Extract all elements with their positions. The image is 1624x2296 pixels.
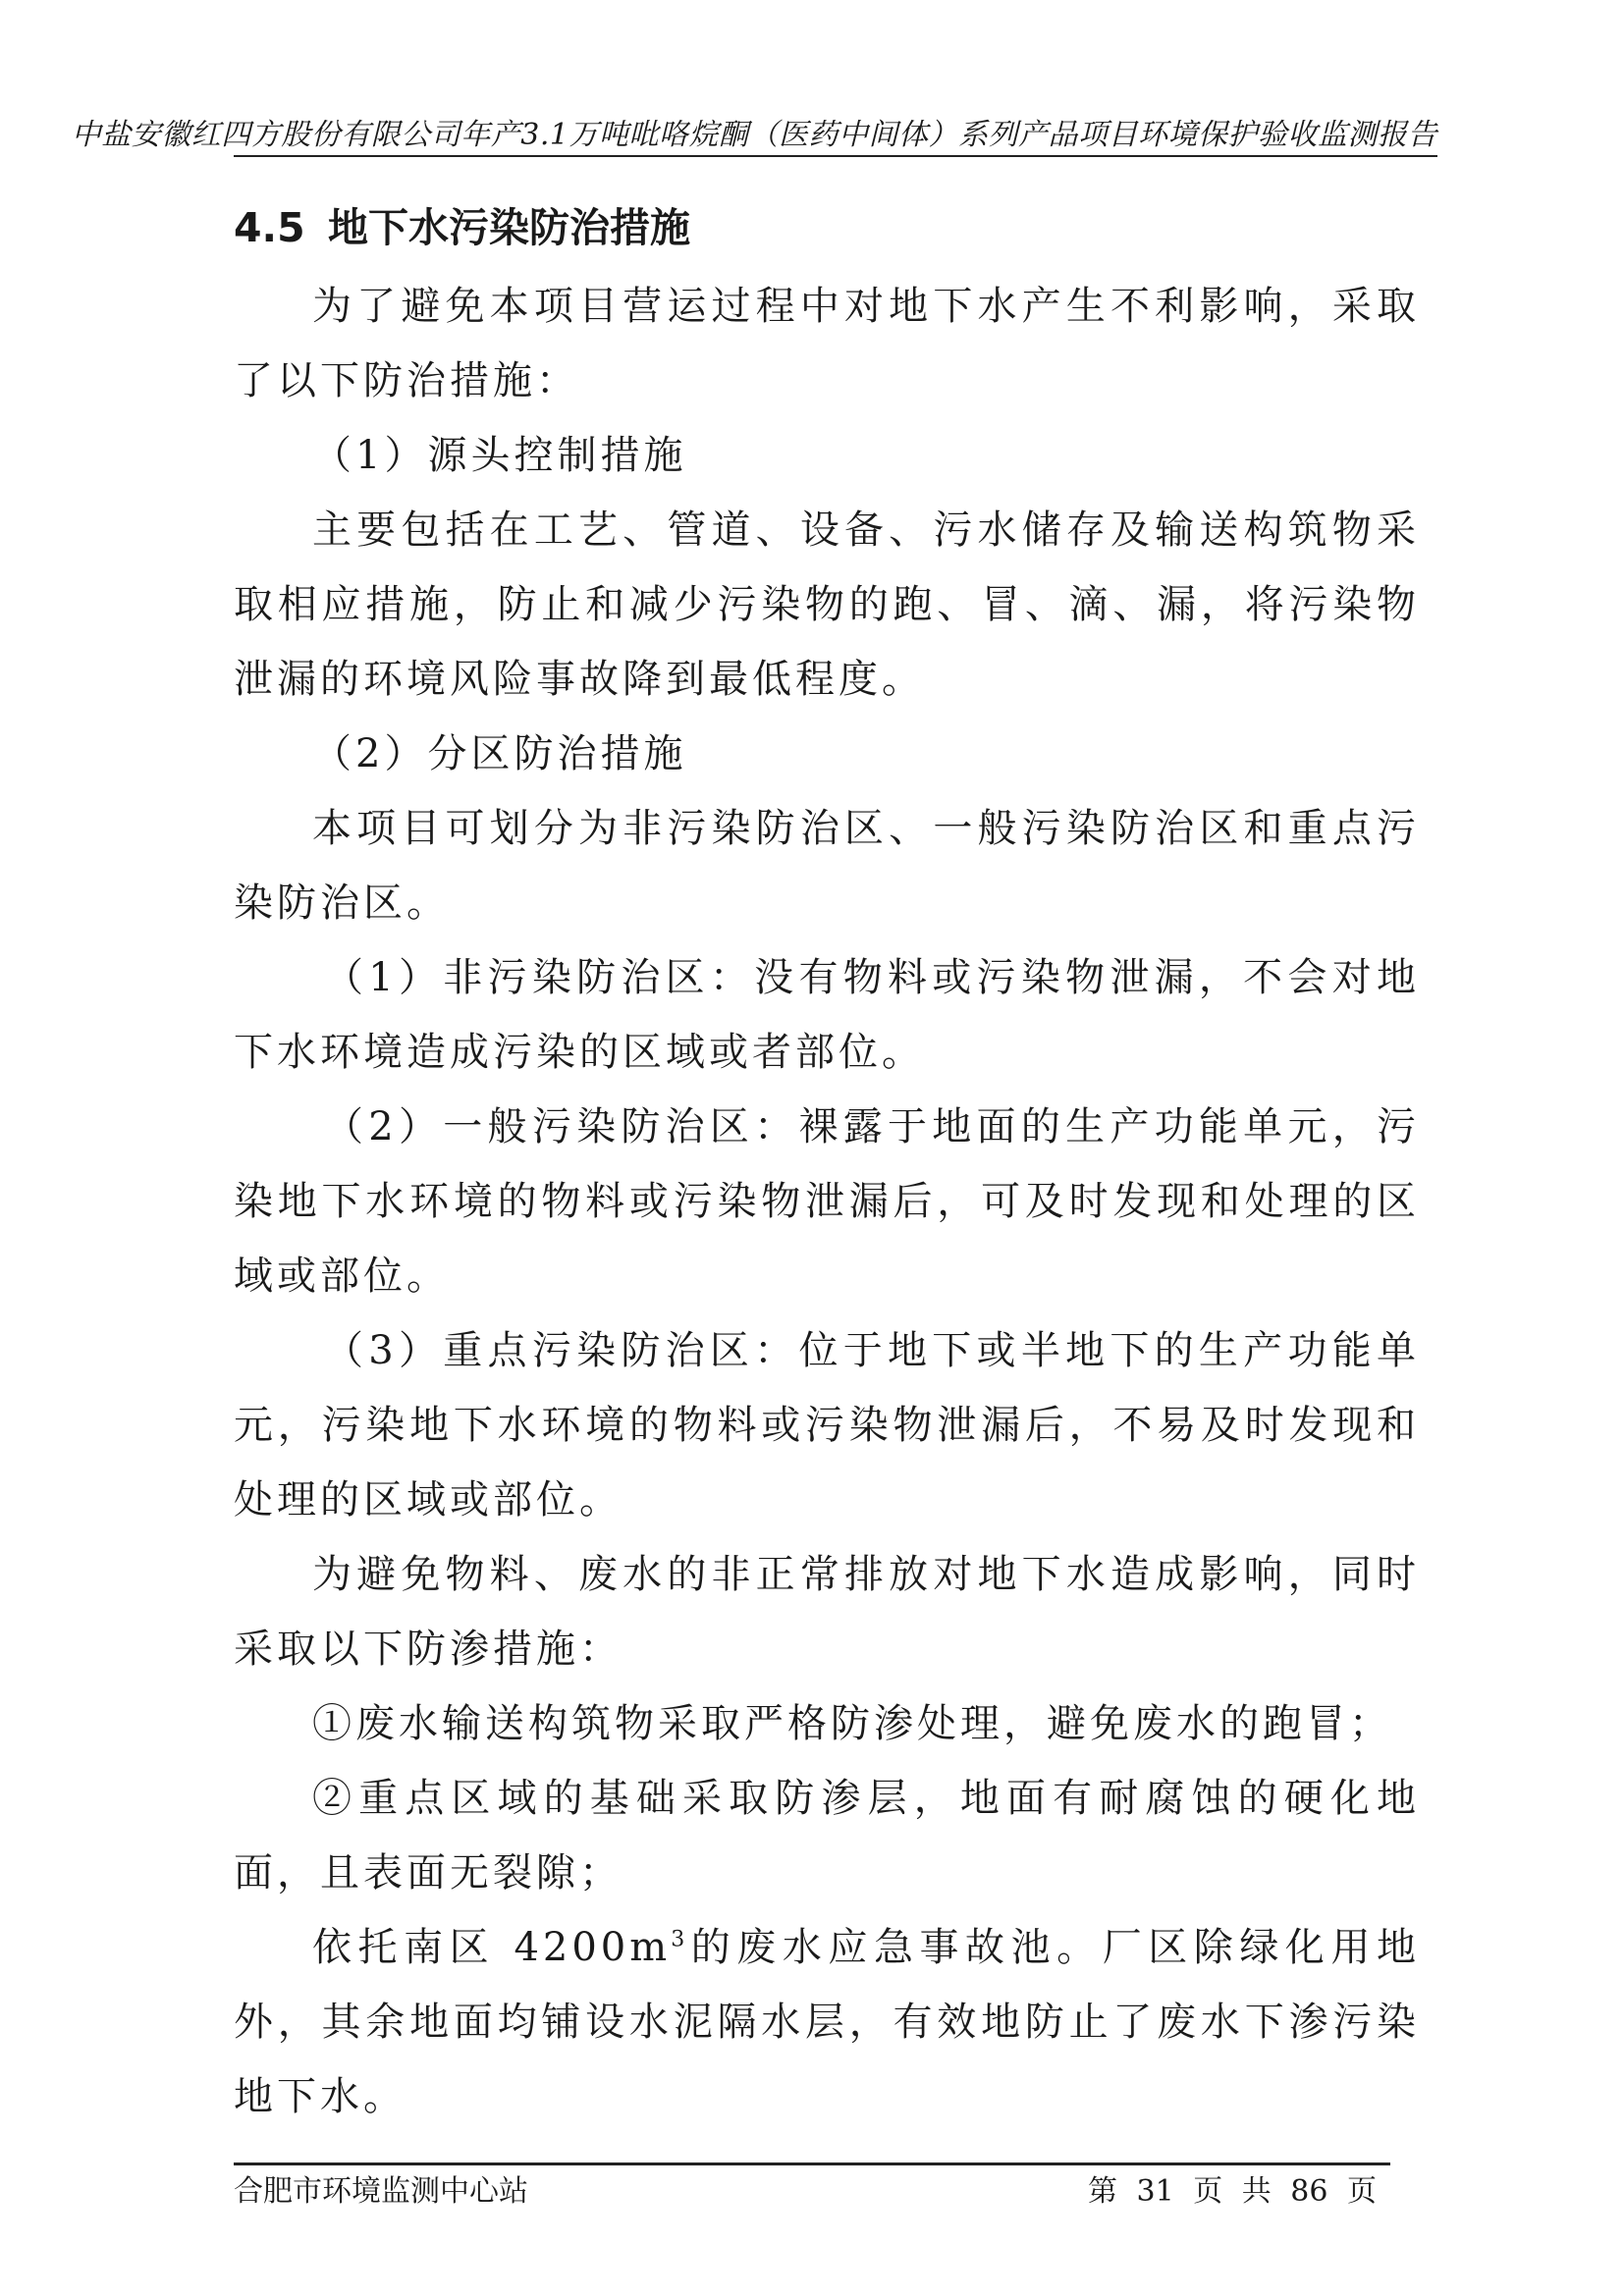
paragraph-zone-general: （2）一般污染防治区：裸露于地面的生产功能单元，污染地下水环境的物料或污染物泄漏后，可及时发现和处理的区域或部位。: [234, 1104, 1420, 1299]
subheading-source-control: （1）源头控制措施: [312, 433, 687, 478]
footer-page-number: 第 31 页 共 86 页: [1087, 2174, 1377, 2209]
emergency-pool-text-start: 依托南区 4200m: [312, 1925, 672, 1970]
paragraph-source-control: 主要包括在工艺、管道、设备、污水储存及输送构筑物采取相应措施，防止和减少污染物的跑、冒、滴、漏，将污染物泄漏的环境风险事故降到最低程度。: [234, 507, 1420, 702]
paragraph-zoning: 本项目可划分为非污染防治区、一般污染防治区和重点污染防治区。: [234, 806, 1420, 926]
paragraph-measure-2: ②重点区域的基础采取防渗层，地面有耐腐蚀的硬化地面，且表面无裂隙；: [234, 1776, 1420, 1896]
paragraph-intro: 为了避免本项目营运过程中对地下水产生不利影响，采取了以下防治措施：: [234, 284, 1420, 403]
report-header-title: 中盐安徽红四方股份有限公司年产3.1万吨吡咯烷酮（医药中间体）系列产品项目环境保护验收监测报告: [71, 118, 1437, 152]
header-divider: [234, 155, 1437, 157]
paragraph-seepage-intro: 为避免物料、废水的非正常排放对地下水造成影响，同时采取以下防渗措施：: [234, 1552, 1420, 1672]
section-heading: [234, 196, 1420, 259]
cubic-superscript: 3: [671, 1927, 689, 1952]
subheading-zoning: （2）分区防治措施: [312, 731, 687, 776]
emergency-pool-text-end: 的废水应急事故池。厂区除绿化用地外，其余地面均铺设水泥隔水层，有效地防止了废水下渗污染地下水。: [234, 1925, 1421, 2119]
section-title: 地下水污染防治措施: [328, 204, 690, 251]
paragraph-zone-non-pollution: （1）非污染防治区：没有物料或污染物泄漏，不会对地下水环境造成污染的区域或者部位。: [234, 955, 1420, 1075]
paragraph-measure-1: ①废水输送构筑物采取严格防渗处理，避免废水的跑冒；: [312, 1701, 1392, 1746]
paragraph-emergency-pool: [234, 1910, 1420, 2134]
footer-divider: [234, 2163, 1390, 2165]
footer-organization: 合肥市环境监测中心站: [234, 2174, 528, 2209]
section-number: 4.5: [234, 204, 305, 251]
page-content: [234, 196, 1420, 2134]
paragraph-zone-key: （3）重点污染防治区：位于地下或半地下的生产功能单元，污染地下水环境的物料或污染物泄漏后，不易及时发现和处理的区域或部位。: [234, 1328, 1420, 1522]
